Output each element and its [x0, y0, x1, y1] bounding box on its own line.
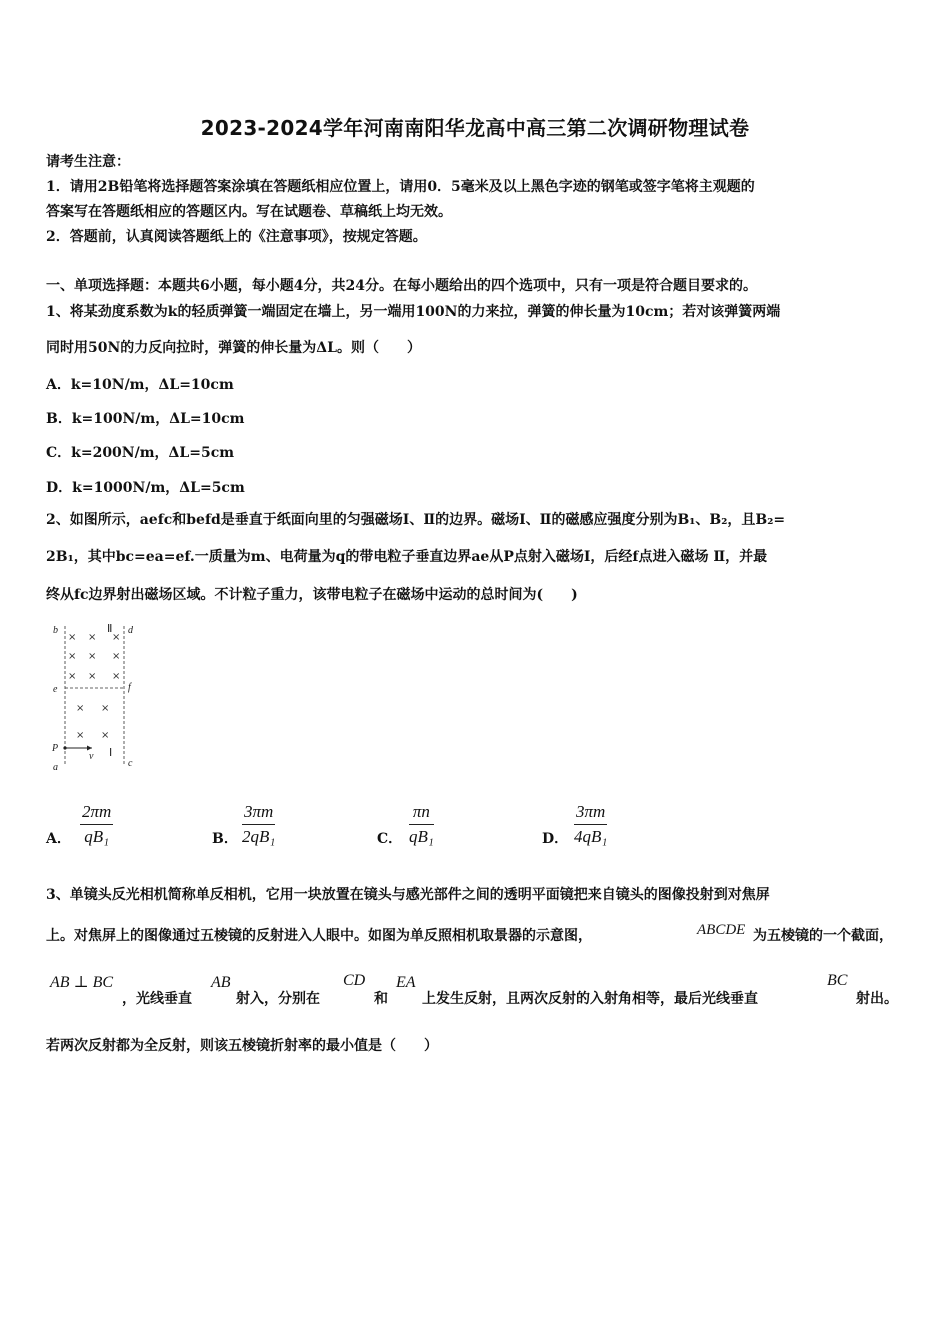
numerator: 3πm [244, 802, 274, 821]
q3-math-ab-perp-bc: AB ⊥ BC [50, 974, 114, 991]
label-b: b [53, 625, 58, 636]
field-cross: × [68, 651, 77, 662]
q1-line-1: 1、将某劲度系数为k的轻质弹簧一端固定在墙上，另一端用100N的力来拉，弹簧的伸长量为10cm；若对该弹簧两端 [46, 304, 781, 320]
q3-line-3-text-5: 射出。 [856, 991, 898, 1007]
denominator: 4qB₁ [574, 827, 608, 846]
q2-answer-a-fraction [80, 802, 113, 847]
q3-math-abcde: ABCDE [697, 922, 746, 938]
field-cross: × [88, 671, 97, 682]
field-cross: × [112, 632, 121, 643]
label-v: v [89, 751, 94, 762]
q3-math-bc: BC [827, 972, 848, 989]
magnetic-field-figure [46, 618, 156, 778]
field-cross: × [68, 671, 77, 682]
q2-line-3: 终从fc边界射出磁场区域。不计粒子重力，该带电粒子在磁场中运动的总时间为( ) [46, 587, 578, 603]
q2-answer-b-label: B． [212, 831, 238, 847]
notice-item-2: 2．答题前，认真阅读答题纸上的《注意事项》，按规定答题。 [46, 229, 427, 245]
numerator: 3πm [576, 802, 606, 821]
label-p: P [52, 743, 59, 754]
q3-math-ea: EA [396, 974, 416, 991]
denominator: qB₁ [84, 827, 110, 846]
q3-line-3-text-3: 和 [374, 991, 388, 1007]
q3-line-3-text-1: ，光线垂直 [122, 991, 192, 1007]
q3-line-1: 3、单镜头反光相机简称单反相机，它用一块放置在镜头与感光部件之间的透明平面镜把来自镜头的图像投射到对焦屏 [46, 887, 770, 903]
field-cross: × [112, 651, 121, 662]
q1-line-2: 同时用50N的力反向拉时，弹簧的伸长量为ΔL。则（ ） [46, 340, 421, 356]
q1-option-d: D．k=1000N/m，ΔL=5cm [46, 480, 245, 496]
fraction-bar [409, 824, 434, 825]
q1-option-b: B．k=100N/m，ΔL=10cm [46, 411, 245, 427]
fraction-bar [80, 824, 113, 825]
label-region-1: Ⅰ [109, 747, 113, 759]
notice-item-1-line-2: 答案写在答题纸相应的答题区内。写在试题卷、草稿纸上均无效。 [46, 204, 452, 220]
label-d: d [128, 625, 133, 636]
q2-answer-c-fraction [409, 802, 434, 847]
field-cross: × [76, 730, 85, 741]
label-region-2: Ⅱ [107, 623, 113, 635]
velocity-arrowhead [87, 746, 92, 751]
label-e: e [53, 684, 58, 695]
q2-answer-a-label: A． [46, 831, 71, 847]
field-cross: × [101, 730, 110, 741]
label-f: f [128, 682, 131, 693]
numerator: πn [412, 802, 430, 821]
denominator: qB₁ [409, 827, 434, 846]
q2-answer-b-fraction [242, 802, 275, 847]
q1-option-a: A．k=10N/m，ΔL=10cm [46, 377, 234, 393]
fraction-bar [574, 824, 607, 825]
q3-line-2-text-a: 上。对焦屏上的图像通过五棱镜的反射进入人眼中。如图为单反照相机取景器的示意图， [46, 928, 592, 944]
field-cross: × [88, 651, 97, 662]
denominator: 2qB₁ [242, 827, 276, 846]
section-1-heading: 一、单项选择题：本题共6小题，每小题4分，共24分。在每小题给出的四个选项中，只有一项是符合题目要求的。 [46, 278, 757, 294]
q3-math-cd: CD [343, 972, 366, 989]
q2-answer-d-label: D． [542, 831, 569, 847]
field-cross: × [112, 671, 121, 682]
q2-answer-c-label: C． [377, 831, 403, 847]
q1-option-c: C．k=200N/m，ΔL=5cm [46, 445, 235, 461]
notice-item-1-line-1: 1．请用2B铅笔将选择题答案涂填在答题纸相应位置上，请用0．5毫米及以上黑色字迹的钢笔或签字笔将主观题的 [46, 179, 755, 195]
q2-line-1: 2、如图所示，aefc和befd是垂直于纸面向里的匀强磁场Ⅰ、Ⅱ的边界。磁场Ⅰ、Ⅱ的磁感应强度分别为B₁、B₂，且B₂= [46, 512, 786, 528]
q3-line-3-text-4: 上发生反射，且两次反射的入射角相等，最后光线垂直 [422, 991, 758, 1007]
field-cross: × [88, 632, 97, 643]
q2-answer-d-fraction [574, 802, 607, 847]
q3-line-2-text-b: 为五棱镜的一个截面， [753, 928, 893, 944]
q3-line-4: 若两次反射都为全反射，则该五棱镜折射率的最小值是（ ） [46, 1038, 438, 1054]
numerator: 2πm [82, 802, 112, 821]
q3-line-3-text-2: 射入，分别在 [236, 991, 320, 1007]
q2-line-2: 2B₁，其中bc=ea=ef.一质量为m、电荷量为q的带电粒子垂直边界ae从P点射入磁场Ⅰ，后经f点进入磁场 Ⅱ，并最 [46, 549, 768, 565]
page-title: 2023-2024学年河南南阳华龙高中高三第二次调研物理试卷 [200, 116, 750, 140]
notice-heading: 请考生注意： [46, 154, 130, 170]
field-cross: × [76, 703, 85, 714]
q3-math-ab: AB [211, 974, 231, 991]
field-cross: × [68, 632, 77, 643]
label-c: c [128, 758, 133, 769]
label-a: a [53, 762, 58, 773]
fraction-bar [242, 824, 275, 825]
field-cross: × [101, 703, 110, 714]
